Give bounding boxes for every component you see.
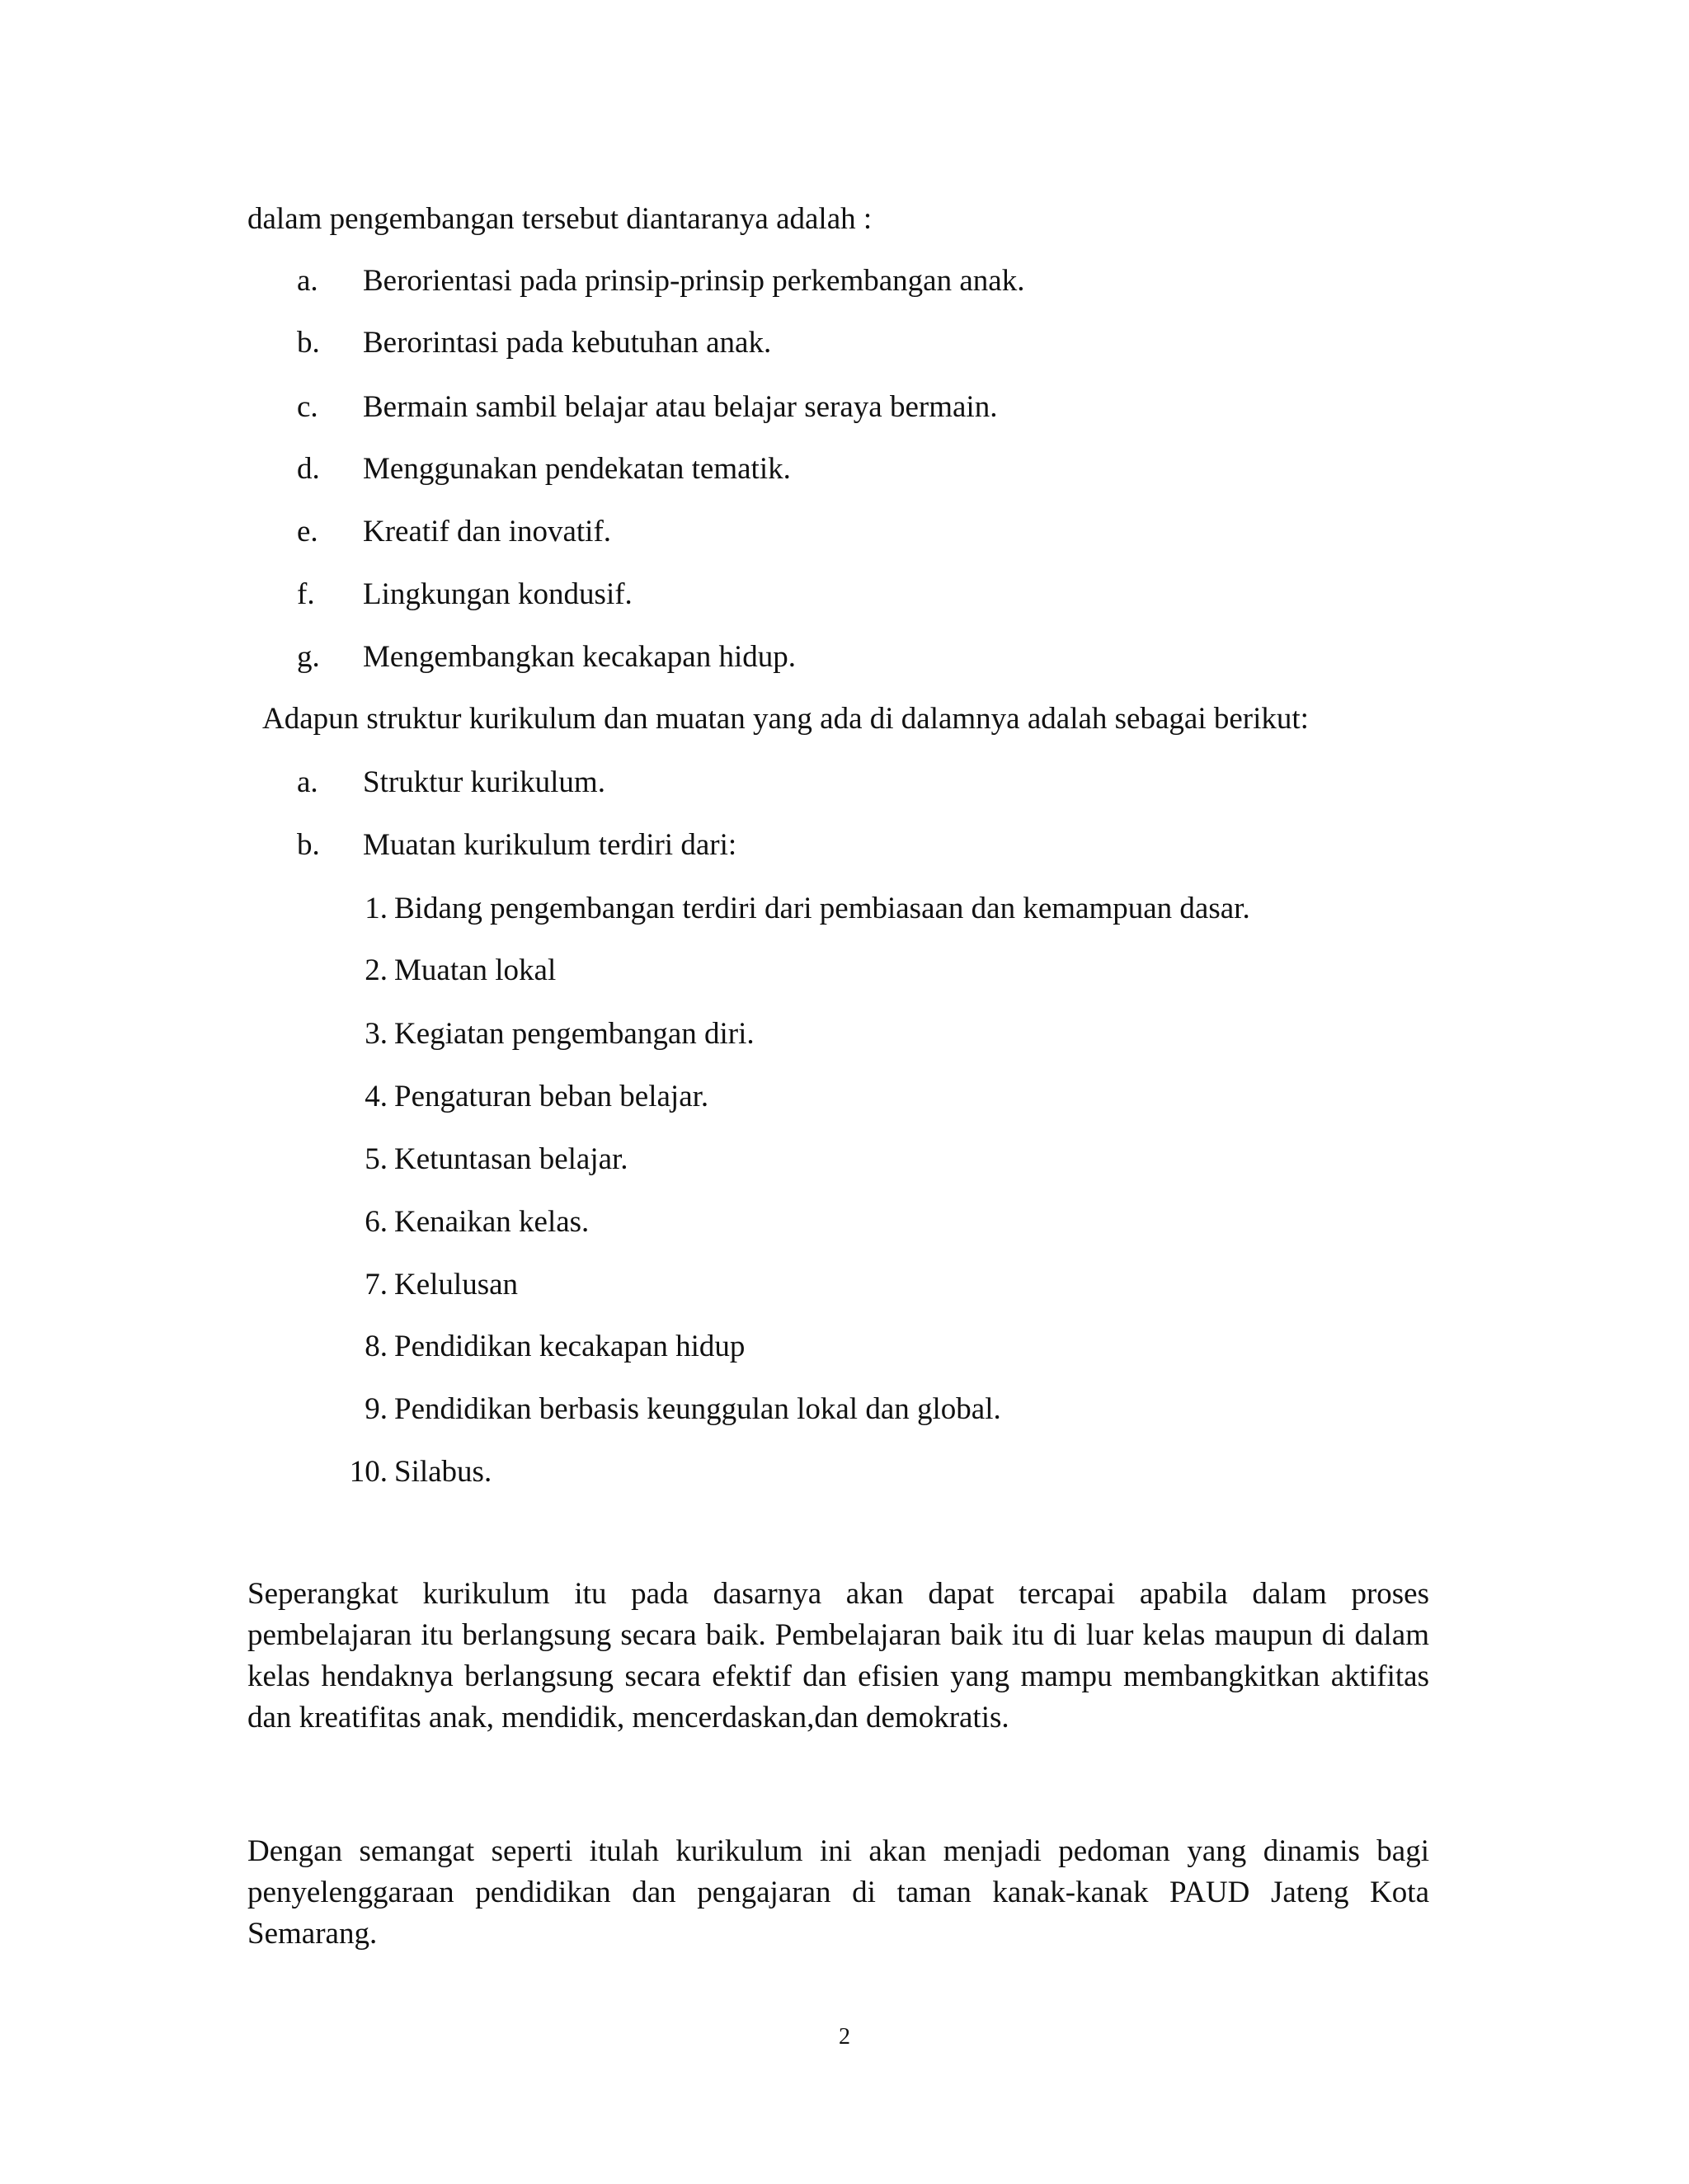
list-item-number: 7. [365, 1268, 388, 1301]
list-item: Berorientasi pada prinsip-prinsip perkembangan anak. [363, 264, 1025, 298]
list-item: Pendidikan berbasis keunggulan lokal dan global. [394, 1392, 1001, 1426]
list-item-marker: e. [297, 515, 318, 548]
list-item-number: 6. [365, 1205, 388, 1239]
list-item-marker: g. [297, 640, 320, 674]
list-item: Kegiatan pengembangan diri. [394, 1017, 755, 1051]
list-item: Silabus. [394, 1455, 492, 1489]
list-item: Mengembangkan kecakapan hidup. [363, 640, 797, 674]
list-item: Menggunakan pendekatan tematik. [363, 452, 791, 486]
list-item: Berorintasi pada kebutuhan anak. [363, 326, 772, 360]
list-item: Kenaikan kelas. [394, 1205, 590, 1239]
list-item: Pengaturan beban belajar. [394, 1080, 709, 1113]
list-item: Kelulusan [394, 1268, 519, 1301]
structure-intro: Adapun struktur kurikulum dan muatan yang ada di dalamnya adalah sebagai berikut: [262, 702, 1309, 736]
list-item: Muatan lokal [394, 953, 557, 987]
list-item: Muatan kurikulum terdiri dari: [363, 828, 737, 862]
list-item-number: 10. [349, 1455, 388, 1489]
list-item-number: 4. [365, 1080, 388, 1113]
list-item: Struktur kurikulum. [363, 765, 605, 799]
page-number: 2 [839, 2024, 850, 2050]
paragraph-curriculum-process: Seperangkat kurikulum itu pada dasarnya akan dapat tercapai apabila dalam proses pembelajaran itu berlangsung secara baik. Pembelajaran baik itu di luar kelas maupun di dalam kelas hendaknya berlangsung secara efektif dan efisien yang mampu membangkitkan aktifitas dan kreatifitas anak, mendidik, mencerdaskan,dan demokratis. [247, 1577, 1429, 1734]
list-item: Lingkungan kondusif. [363, 577, 633, 611]
list-item: Kreatif dan inovatif. [363, 515, 612, 548]
list-item-marker: a. [297, 264, 318, 298]
list-item: Bermain sambil belajar atau belajar seraya bermain. [363, 390, 998, 424]
list-item-number: 3. [365, 1017, 388, 1051]
list-item-marker: b. [297, 828, 320, 862]
list-item-marker: c. [297, 390, 318, 424]
list-item-number: 8. [365, 1330, 388, 1363]
list-item: Ketuntasan belajar. [394, 1142, 628, 1176]
list-item: Pendidikan kecakapan hidup [394, 1330, 746, 1363]
paragraph-curriculum-guideline: Dengan semangat seperti itulah kurikulum ini akan menjadi pedoman yang dinamis bagi penyelenggaraan pendidikan dan pengajaran di taman kanak-kanak PAUD Jateng Kota Semarang. [247, 1834, 1429, 1951]
list-item-number: 9. [365, 1392, 388, 1426]
list-item-number: 1. [365, 892, 388, 925]
list-item-marker: f. [297, 577, 315, 611]
intro-line: dalam pengembangan tersebut diantaranya adalah : [247, 202, 873, 236]
list-item-marker: a. [297, 765, 318, 799]
list-item: Bidang pengembangan terdiri dari pembiasaan dan kemampuan dasar. [394, 892, 1250, 925]
list-item-number: 5. [365, 1142, 388, 1176]
list-item-marker: d. [297, 452, 320, 486]
list-item-number: 2. [365, 953, 388, 987]
list-item-marker: b. [297, 326, 320, 360]
